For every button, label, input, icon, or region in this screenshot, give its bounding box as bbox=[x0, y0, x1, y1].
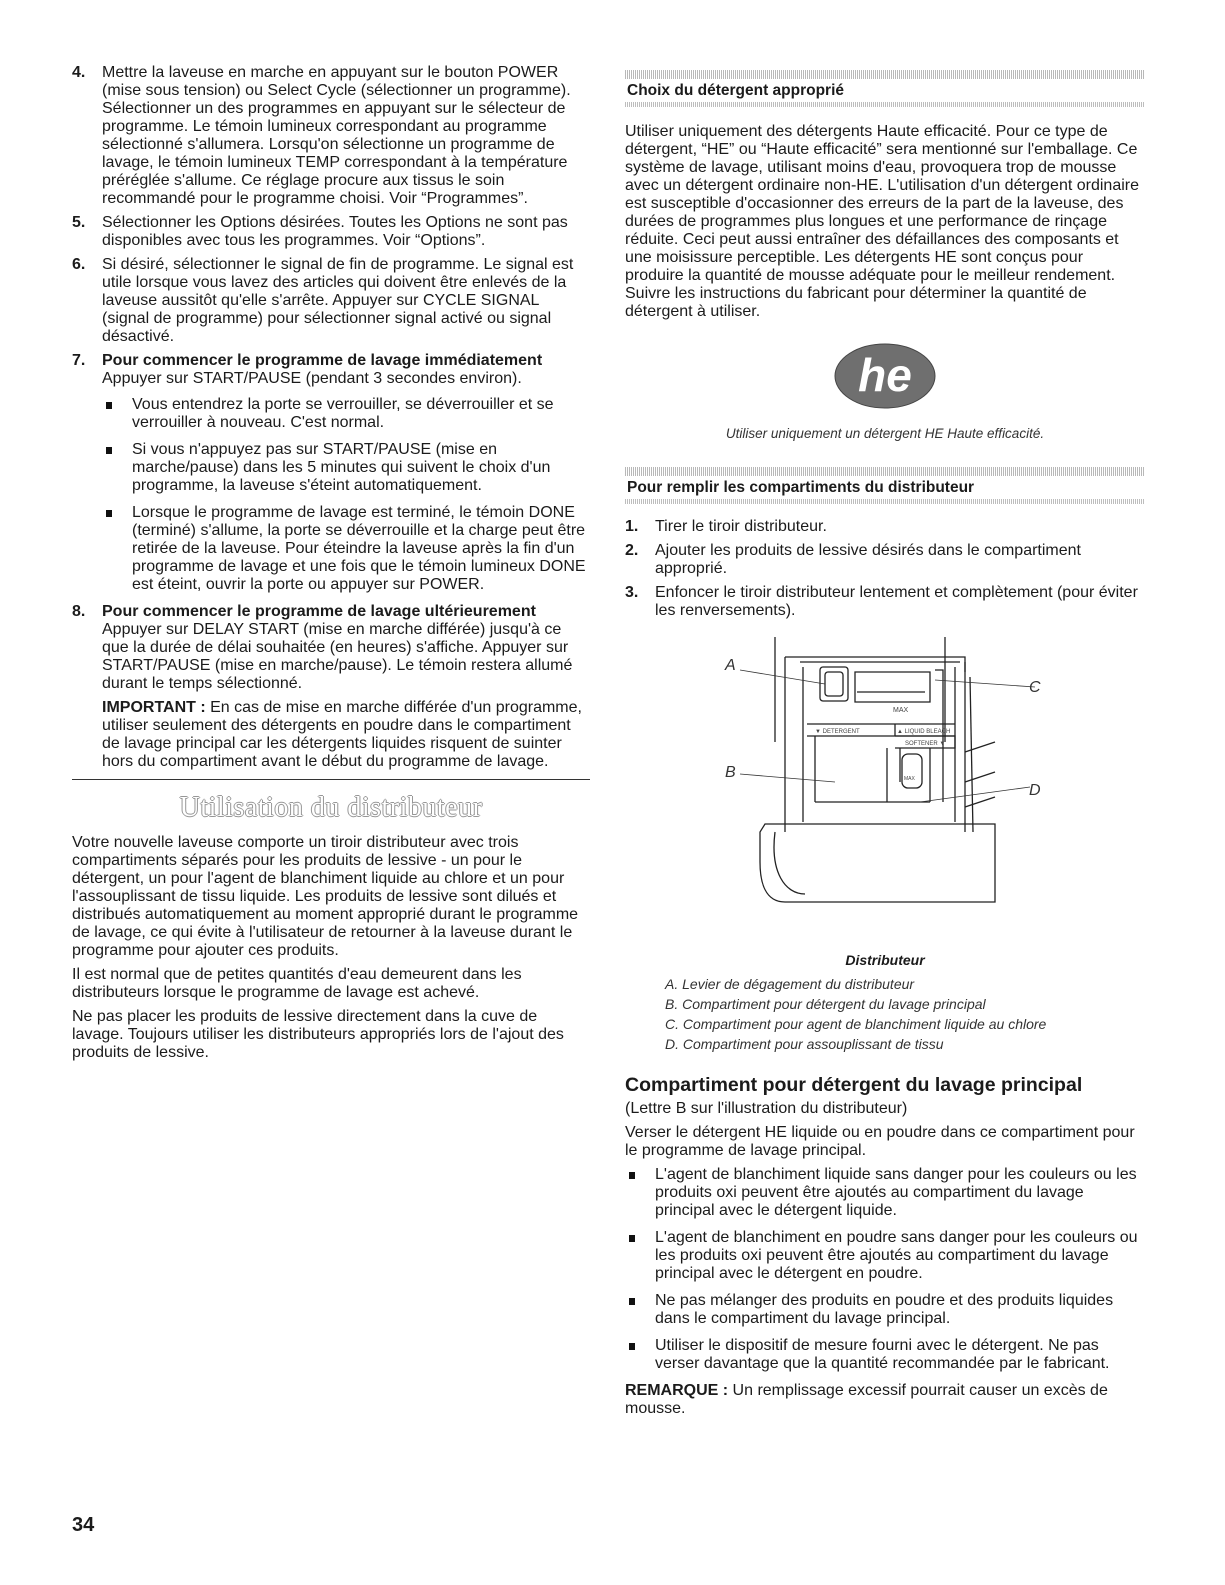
step-number: 6. bbox=[72, 256, 86, 273]
bullet-item: Ne pas mélanger des produits en poudre et des produits liquides dans le compartiment du lavage principal. bbox=[625, 1292, 1145, 1328]
important-text: En cas de mise en marche différée d'un programme, utiliser seulement des détergents en poudre dans le compartiment de lavage principal car les détergents liquides risquent de suinter hors du compartiment avant le début du programme de lavage. bbox=[102, 699, 582, 770]
he-logo-icon bbox=[830, 341, 940, 411]
legend-item: B. Compartiment pour détergent du lavage principal bbox=[665, 996, 986, 1012]
svg-text:D: D bbox=[1029, 782, 1041, 799]
step-text: Sélectionner les Options désirées. Toutes les Options ne sont pas disponibles avec tous les programmes. Voir “Options”. bbox=[102, 214, 568, 249]
svg-text:MAX: MAX bbox=[904, 776, 915, 782]
step-7 bbox=[72, 352, 590, 388]
paragraph: Il est normal que de petites quantités d'eau demeurent dans les distributeurs lorsque le programme de lavage est achevé. bbox=[72, 966, 522, 1001]
remark-label: REMARQUE : bbox=[625, 1382, 729, 1399]
step-number: 4. bbox=[72, 64, 86, 81]
step-text: Mettre la laveuse en marche en appuyant sur le bouton POWER (mise sous tension) ou Select Cycle (sélectionner un programme). Sélectionner un des programmes en appuyant sur le sélecteur de programme. Le témoin lumineux correspondant au programme sélectionné s'allumera. Lorsqu'on sélectionne un programme de lavage, le témoin lumineux TEMP correspondant à la température préréglée s'allume. Ce réglage procure aux tissus le soin recommandé pour le programme choisi. Voir “Programmes”. bbox=[102, 64, 571, 207]
left-column bbox=[72, 64, 590, 1068]
fill-step-1 bbox=[625, 518, 1145, 536]
dispenser-figure bbox=[625, 632, 1145, 942]
step-number: 7. bbox=[72, 352, 86, 369]
box-header-hatch bbox=[625, 70, 1145, 79]
svg-text:SOFTENER ▼: SOFTENER ▼ bbox=[905, 741, 946, 747]
legend-item: D. Compartiment pour assouplissant de tissu bbox=[665, 1036, 944, 1052]
main-wash-paragraph: Verser le détergent HE liquide ou en poudre dans ce compartiment pour le programme de lavage principal. bbox=[625, 1124, 1135, 1159]
step-text: Enfoncer le tiroir distributeur lentement et complètement (pour éviter les renversements). bbox=[655, 584, 1138, 619]
paragraph: Ne pas placer les produits de lessive directement dans la cuve de lavage. Toujours utiliser les distributeurs appropriés lors de l'ajout des produits de lessive. bbox=[72, 1008, 564, 1061]
main-wash-subtitle: (Lettre B sur l'illustration du distributeur) bbox=[625, 1100, 908, 1117]
step-text: Appuyer sur START/PAUSE (pendant 3 secondes environ). bbox=[102, 370, 522, 387]
he-caption: Utiliser uniquement un détergent HE Haute efficacité. bbox=[725, 426, 1045, 441]
section-divider bbox=[72, 779, 590, 780]
legend-item: C. Compartiment pour agent de blanchiment liquide au chlore bbox=[665, 1016, 1047, 1032]
main-wash-heading: Compartiment pour détergent du lavage principal bbox=[625, 1074, 1083, 1096]
step-number: 3. bbox=[625, 584, 639, 601]
svg-text:B: B bbox=[725, 764, 736, 781]
step-text: Ajouter les produits de lessive désirés dans le compartiment approprié. bbox=[655, 542, 1081, 577]
step-number: 2. bbox=[625, 542, 639, 559]
bullet-item: L'agent de blanchiment liquide sans danger pour les couleurs ou les produits oxi peuvent être ajoutés au compartiment du lavage principal avec le détergent liquide. bbox=[625, 1166, 1145, 1220]
remark-text: Un remplissage excessif pourrait causer un excès de mousse. bbox=[625, 1382, 1108, 1417]
svg-text:A: A bbox=[725, 657, 736, 674]
svg-text:▲ LIQUID BLEACH: ▲ LIQUID BLEACH bbox=[897, 729, 951, 735]
bullet-item: Lorsque le programme de lavage est terminé, le témoin DONE (terminé) s'allume, la porte se déverrouille et la charge peut être retirée de la laveuse. Pour éteindre la laveuse après la fin d'un programme de lavage et une fois que le témoin lumineux DONE est éteint, ouvrir la porte ou appuyer sur POWER. bbox=[102, 504, 590, 594]
fill-step-3 bbox=[625, 584, 1145, 620]
section-title: Utilisation du distributeur bbox=[179, 792, 483, 823]
svg-text:he: he bbox=[858, 349, 912, 401]
detergent-paragraph: Utiliser uniquement des détergents Haute efficacité. Pour ce type de détergent, “HE” ou “Haute efficacité” sera mentionné sur l'emballage. Ce système de lavage, utilisant moins d'eau, provoquera trop de mousse avec un détergent ordinaire non-HE. L'utilisation d'un détergent ordinaire est susceptible d'occasionner des erreurs de la part de la laveuse, des durées de programmes plus longues et une performance de rinçage réduite. Ceci peut aussi entraîner des défaillances des composants et une moisissure perceptible. Les détergents HE sont conçus pour produire la quantité de mousse adéquate pour le meilleur rendement. Suivre les instructions du fabricant pour déterminer la quantité de détergent à utiliser. bbox=[625, 123, 1139, 320]
bullet-item: Vous entendrez la porte se verrouiller, se déverrouiller et se verrouiller à nouveau. C'est normal. bbox=[102, 396, 590, 432]
important-label: IMPORTANT : bbox=[102, 699, 206, 716]
svg-text:MAX: MAX bbox=[893, 707, 909, 714]
step-text: Appuyer sur DELAY START (mise en marche différée) jusqu'à ce que la durée de délai souhaitée (en heures) s'affiche. Appuyer sur START/PAUSE (mise en marche/pause). Le témoin restera allumé durant le temps sélectionné. bbox=[102, 621, 573, 692]
remark bbox=[625, 1382, 1145, 1418]
step-8 bbox=[72, 603, 590, 771]
step-heading: Pour commencer le programme de lavage ultérieurement bbox=[102, 603, 536, 620]
fill-step-2 bbox=[625, 542, 1145, 578]
step-number: 5. bbox=[72, 214, 86, 231]
box-header-hatch bbox=[625, 499, 1145, 504]
svg-text:▼ DETERGENT: ▼ DETERGENT bbox=[815, 729, 860, 735]
bullet-item: L'agent de blanchiment en poudre sans danger pour les couleurs ou les produits oxi peuvent être ajoutés au compartiment du lavage principal avec le détergent en poudre. bbox=[625, 1229, 1145, 1283]
step-5 bbox=[72, 214, 590, 250]
step-7-bullets bbox=[72, 396, 590, 594]
he-logo bbox=[625, 341, 1145, 416]
figure-title: Distributeur bbox=[845, 952, 925, 968]
box-title-detergent: Choix du détergent approprié bbox=[627, 82, 845, 99]
paragraph: Votre nouvelle laveuse comporte un tiroir distributeur avec trois compartiments séparés pour les produits de lessive - un pour le détergent, un pour l'agent de blanchiment liquide au chlore et un pour l'assouplissant de tissu liquide. Les produits de lessive sont dilués et distribués automatiquement au moment approprié durant le programme de lavage, ce qui évite à l'utilisateur de retourner à la laveuse durant le programme pour ajouter ces produits. bbox=[72, 834, 579, 959]
step-6 bbox=[72, 256, 590, 346]
step-text: Tirer le tiroir distributeur. bbox=[655, 518, 827, 535]
right-column bbox=[625, 70, 1145, 1424]
box-header-hatch bbox=[625, 102, 1145, 107]
bullet-item: Si vous n'appuyez pas sur START/PAUSE (mise en marche/pause) dans les 5 minutes qui suivent le choix d'un programme, la laveuse s'éteint automatiquement. bbox=[102, 441, 590, 495]
step-heading: Pour commencer le programme de lavage immédiatement bbox=[102, 352, 543, 369]
box-header-hatch bbox=[625, 467, 1145, 476]
step-text: Si désiré, sélectionner le signal de fin de programme. Le signal est utile lorsque vous lavez des articles qui doivent être enlevés de la laveuse aussitôt qu'elle s'arrête. Appuyer sur CYCLE SIGNAL (signal de programme) pour sélectionner signal activé ou signal désactivé. bbox=[102, 256, 574, 345]
step-4 bbox=[72, 64, 590, 208]
bullet-item: Utiliser le dispositif de mesure fourni avec le détergent. Ne pas verser davantage que la quantité recommandée par le fabricant. bbox=[625, 1337, 1145, 1373]
step-number: 1. bbox=[625, 518, 639, 535]
dispenser-drawing bbox=[625, 632, 1145, 942]
page-number: 34 bbox=[72, 1514, 95, 1536]
svg-text:C: C bbox=[1029, 679, 1041, 696]
step-number: 8. bbox=[72, 603, 86, 620]
important-note bbox=[102, 699, 590, 771]
box-title-fill: Pour remplir les compartiments du distributeur bbox=[627, 479, 975, 496]
legend-item: A. Levier de dégagement du distributeur bbox=[665, 976, 915, 992]
figure-legend bbox=[625, 974, 1145, 1054]
